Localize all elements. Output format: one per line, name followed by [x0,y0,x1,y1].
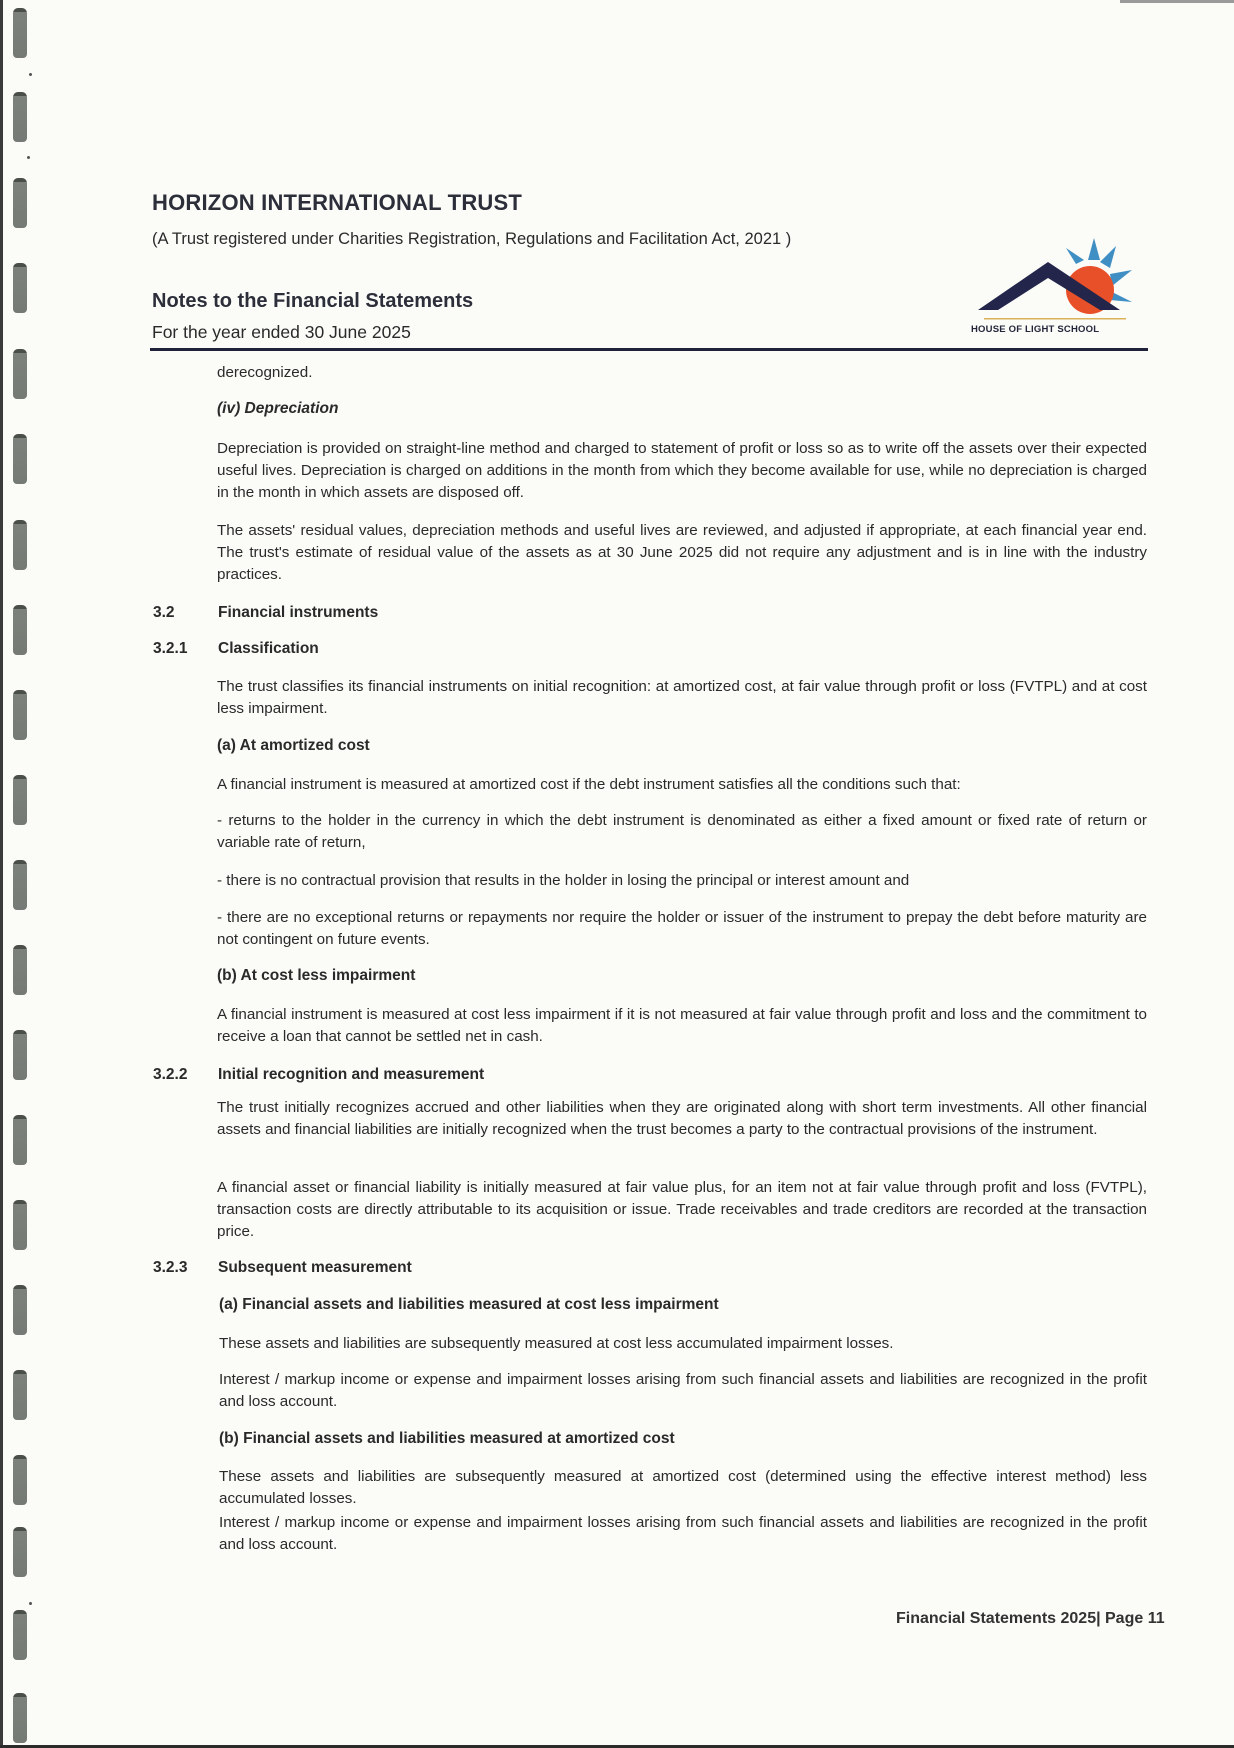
paragraph: A financial instrument is measured at cost less impairment if it is not measured at fair value through profit and loss and the commitment to receive a loan that cannot be settled net in cash. [217,1006,1147,1045]
header-divider [150,348,1148,351]
paragraph: A financial asset or financial liability is initially measured at fair value plus, for an item not at fair value through profit and loss (FVTPL), transaction costs are directly attributable to its acquisition or issue. Trade receivables and trade creditors are recorded at the transaction price. [217,1179,1147,1240]
punch-hole [13,775,27,825]
section-title: Initial recognition and measurement [218,1066,485,1083]
section-title: Financial instruments [218,604,379,621]
paragraph: A financial instrument is measured at amortized cost if the debt instrument satisfies all the conditions such that: [217,776,961,793]
paragraph: Interest / markup income or expense and impairment losses arising from such financial assets and liabilities are recognized in the profit and loss account. [219,1514,1147,1553]
document-title: Notes to the Financial Statements [152,290,474,312]
school-logo-icon [970,232,1140,338]
logo-caption: HOUSE OF LIGHT SCHOOL [971,324,1100,335]
punch-hole [13,945,27,995]
page-footer: Financial Statements 2025| Page 11 [896,1610,1165,1627]
punch-hole [13,349,27,399]
punch-hole [13,1030,27,1080]
subsection-heading: (a) At amortized cost [217,737,370,754]
paragraph: The trust initially recognizes accrued and other liabilities when they are originated along with short term investments. All other financial assets and financial liabilities are initially recognized when the trust becomes a party to the contractual provisions of the instrument. [217,1099,1147,1138]
punch-hole [13,1370,27,1420]
section-number: 3.2.1 [153,640,188,657]
punch-hole [13,92,27,142]
paragraph: Depreciation is provided on straight-line method and charged to statement of profit or loss so as to write off the assets over their expected useful lives. Depreciation is charged on additions in the month from which they become available for use, while no depreciation is charged in the month in which assets are disposed off. [217,440,1147,501]
page-edge [0,0,3,1748]
paragraph: These assets and liabilities are subsequently measured at amortized cost (determined using the effective interest method) less accumulated losses. [219,1468,1147,1507]
subsection-heading: (b) At cost less impairment [217,967,416,984]
speck [29,1602,32,1605]
punch-hole [13,1527,27,1577]
punch-hole [13,520,27,570]
speck [29,73,32,76]
condition-item: - there is no contractual provision that results in the holder in losing the principal or interest amount and [217,872,910,889]
condition-item: - there are no exceptional returns or repayments nor require the holder or issuer of the instrument to prepay the debt before maturity are not contingent on future events. [217,909,1147,948]
section-number: 3.2.3 [153,1259,188,1276]
paragraph: Interest / markup income or expense and impairment losses arising from such financial assets and liabilities are recognized in the profit and loss account. [219,1371,1147,1410]
organization-name: HORIZON INTERNATIONAL TRUST [152,190,523,215]
punch-hole [13,1455,27,1505]
subsection-heading: (b) Financial assets and liabilities measured at amortized cost [219,1430,675,1447]
punch-hole [13,690,27,740]
paragraph: These assets and liabilities are subsequently measured at cost less accumulated impairment losses. [219,1335,894,1352]
punch-hole [13,860,27,910]
punch-hole [13,1693,27,1743]
punch-hole [13,178,27,228]
punch-hole [13,1285,27,1335]
punch-hole [13,1200,27,1250]
section-number: 3.2 [153,604,175,621]
continuation-text: derecognized. [217,364,313,381]
page-edge [1120,0,1234,3]
punch-hole [13,434,27,484]
depreciation-heading: (iv) Depreciation [217,400,339,417]
reporting-period: For the year ended 30 June 2025 [152,322,411,342]
subsection-heading: (a) Financial assets and liabilities measured at cost less impairment [219,1296,719,1313]
section-title: Subsequent measurement [218,1259,412,1276]
section-number: 3.2.2 [153,1066,188,1083]
paragraph: The assets' residual values, depreciation methods and useful lives are reviewed, and adjusted if appropriate, at each financial year end. The trust's estimate of residual value of the assets as at 30 June 2025 did not require any adjustment and is in line with the industry practices. [217,522,1147,583]
organization-subtitle: (A Trust registered under Charities Registration, Regulations and Facilitation Act, 2021 ) [152,230,792,248]
punch-hole [13,263,27,313]
punch-hole [13,8,27,58]
punch-hole [13,605,27,655]
condition-item: - returns to the holder in the currency in which the debt instrument is denominated as either a fixed amount or fixed rate of return or variable rate of return, [217,812,1147,851]
speck [27,156,30,159]
punch-hole [13,1115,27,1165]
paragraph: The trust classifies its financial instruments on initial recognition: at amortized cost, at fair value through profit or loss (FVTPL) and at cost less impairment. [217,678,1147,717]
section-title: Classification [218,640,319,657]
punch-hole [13,1610,27,1660]
